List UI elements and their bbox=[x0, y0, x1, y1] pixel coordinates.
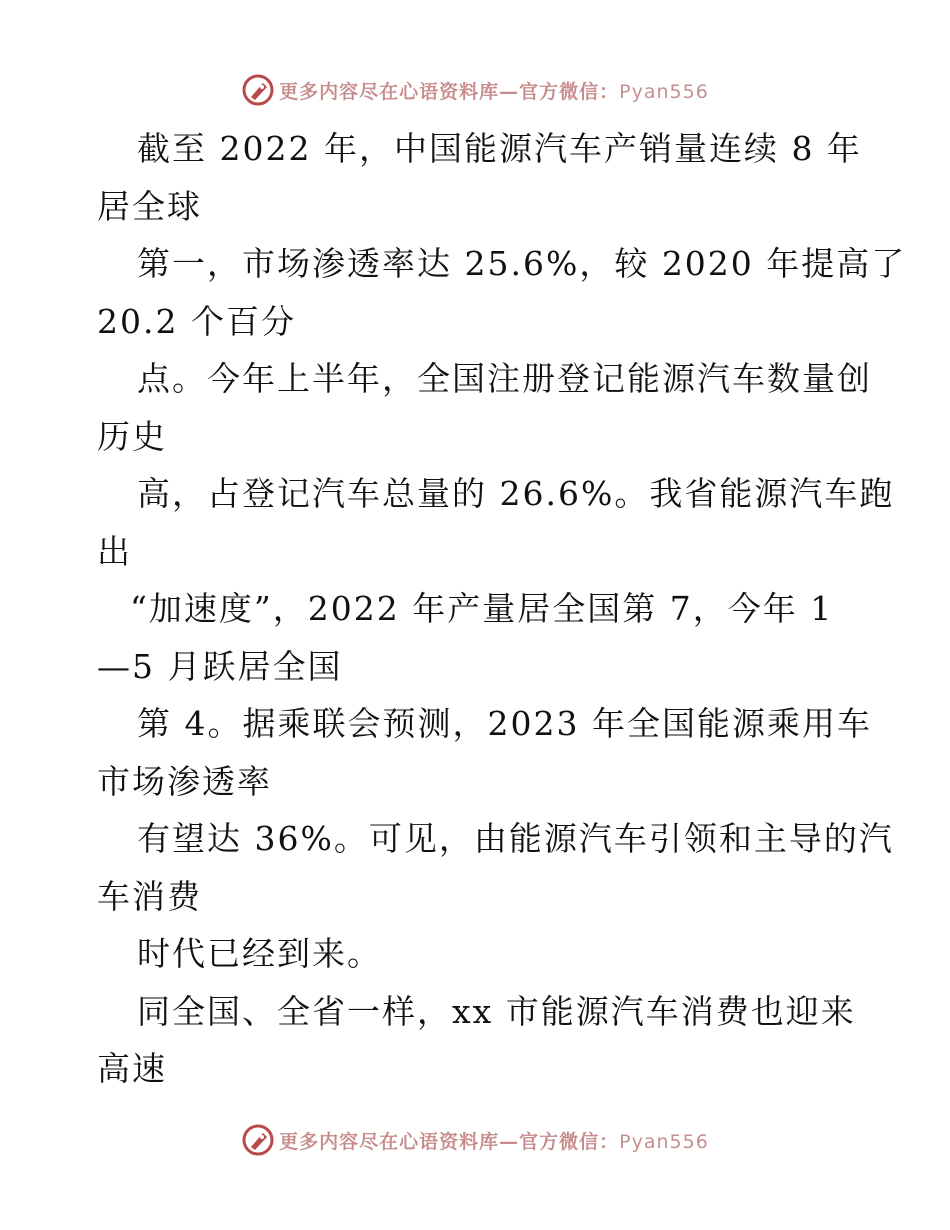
paragraph-line: 高，占登记汽车总量的 26.6%。我省能源汽车跑 bbox=[137, 474, 895, 513]
banner-text: 更多内容尽在心语资料库—官方微信： bbox=[279, 1130, 620, 1153]
paragraph-line: 截至 2022 年，中国能源汽车产销量连续 8 年 bbox=[137, 129, 862, 168]
paragraph-line: —5 月跃居全国 bbox=[97, 646, 343, 686]
paragraph-line: 有望达 36%。可见，由能源汽车引领和主导的汽 bbox=[137, 819, 894, 858]
paragraph-line: 居全球 bbox=[97, 186, 202, 226]
wechat-id: Pyan556 bbox=[619, 80, 709, 103]
paragraph-line: “加速度”，2022 年产量居全国第 7，今年 1 bbox=[130, 589, 834, 628]
footer-watermark-banner bbox=[0, 1120, 950, 1160]
paragraph-line: 20.2 个百分 bbox=[97, 301, 296, 341]
pen-nib-logo-icon bbox=[241, 1123, 275, 1157]
paragraph-line: 第 4。据乘联会预测，2023 年全国能源乘用车 bbox=[137, 704, 872, 743]
pen-nib-logo-icon bbox=[241, 73, 275, 107]
paragraph-line: 出 bbox=[97, 531, 132, 571]
paragraph-line: 高速 bbox=[97, 1049, 167, 1088]
document-body bbox=[97, 120, 907, 1098]
paragraph-line: 市场渗透率 bbox=[97, 761, 272, 801]
wechat-id: Pyan556 bbox=[619, 1130, 709, 1153]
paragraph-line: 车消费 bbox=[97, 876, 202, 916]
paragraph-line: 同全国、全省一样，xx 市能源汽车消费也迎来 bbox=[137, 991, 856, 1031]
paragraph-line: 第一，市场渗透率达 25.6%，较 2020 年提高了 bbox=[137, 244, 907, 283]
paragraph-line: 点。今年上半年，全国注册登记能源汽车数量创 bbox=[137, 359, 872, 398]
header-watermark-banner bbox=[0, 70, 950, 110]
paragraph-line: 历史 bbox=[97, 416, 167, 456]
banner-text: 更多内容尽在心语资料库—官方微信： bbox=[279, 80, 620, 103]
paragraph-line: 时代已经到来。 bbox=[137, 934, 382, 973]
